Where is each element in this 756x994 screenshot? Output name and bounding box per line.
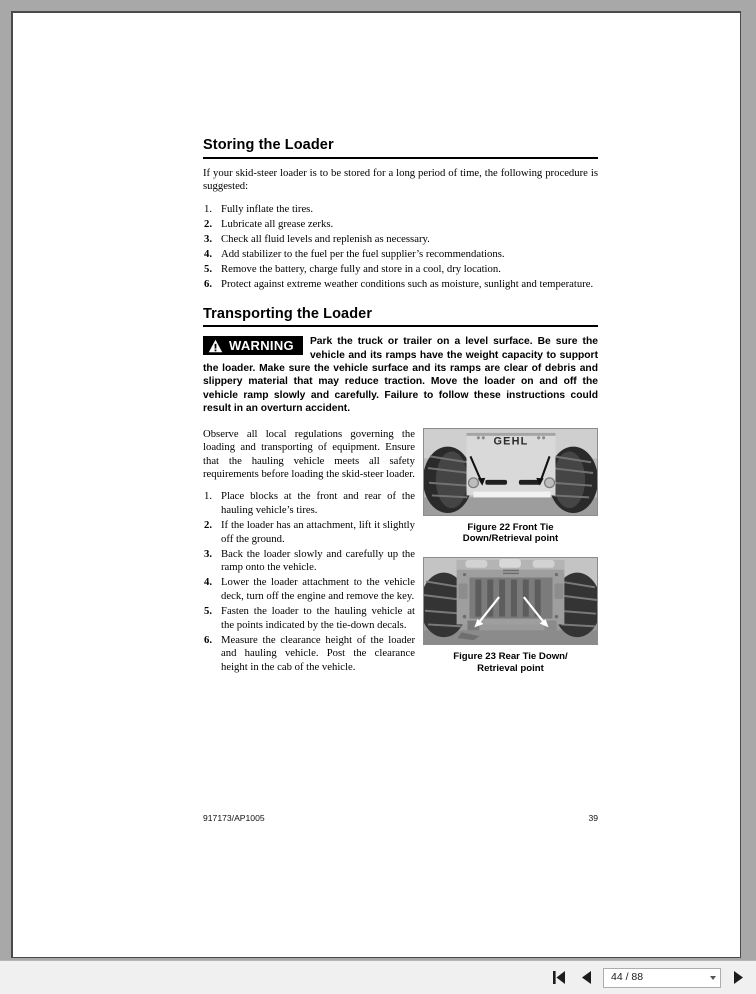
figure-22-caption-line2: Down/Retrieval point — [462, 533, 559, 545]
first-page-icon — [551, 970, 567, 985]
warning-label: WARNING — [229, 338, 294, 354]
list-item — [203, 634, 415, 675]
figure-23-image — [423, 557, 598, 645]
list-item — [203, 490, 415, 517]
previous-page-icon — [580, 970, 593, 985]
list-text: Fully inflate the tires. — [221, 202, 314, 215]
list-number: 6. — [204, 633, 213, 646]
list-item — [203, 605, 415, 632]
left-column — [203, 428, 415, 677]
list-number: 3. — [204, 232, 213, 245]
transporting-steps-list — [203, 490, 415, 674]
page-footer — [203, 813, 598, 823]
chevron-down-icon[interactable] — [710, 976, 716, 980]
list-text: Remove the battery, charge fully and store in a cool, dry location. — [221, 262, 501, 275]
list-item — [203, 203, 598, 217]
list-item — [203, 263, 598, 277]
document-number: 917173/AP1005 — [203, 813, 265, 823]
list-number: 4. — [204, 576, 213, 589]
page-content — [203, 137, 598, 686]
list-number: 1. — [204, 202, 213, 215]
figure-23-caption — [423, 651, 598, 674]
list-number: 5. — [204, 262, 213, 275]
list-item — [203, 519, 415, 546]
next-page-icon — [732, 970, 745, 985]
previous-page-button[interactable] — [576, 967, 596, 989]
transporting-intro-paragraph: Observe all local regulations governing the loading and transporting of equipment. Ensure that the hauling vehicle meets all safety requirements before loading the skid-steer loader. — [203, 427, 415, 480]
list-text: Add stabilizer to the fuel per the fuel supplier’s recommendations. — [221, 247, 505, 260]
list-item — [203, 248, 598, 262]
list-number: 3. — [204, 547, 213, 560]
two-column-region — [203, 428, 598, 687]
pdf-toolbar — [0, 960, 756, 994]
list-item — [203, 218, 598, 232]
list-number: 2. — [204, 519, 213, 532]
list-number: 5. — [204, 605, 213, 618]
list-item — [203, 278, 598, 292]
heading-rule — [203, 157, 598, 159]
next-page-button[interactable] — [728, 967, 748, 989]
pdf-page — [11, 11, 741, 958]
right-column — [423, 428, 598, 687]
list-text: Lubricate all grease zerks. — [221, 217, 334, 230]
list-text: If the loader has an attachment, lift it slightly off the ground. — [221, 519, 415, 545]
list-item — [203, 576, 415, 603]
list-text: Fasten the loader to the hauling vehicle at the points indicated by the tie-down decals. — [221, 605, 415, 631]
storing-steps-list — [203, 203, 598, 292]
figure-22-caption — [423, 522, 598, 545]
list-text: Measure the clearance height of the loader and hauling vehicle. Post the clearance height in the cab of the vehicle. — [221, 633, 415, 673]
storing-intro-paragraph: If your skid-steer loader is to be stored for a long period of time, the following procedure is suggested: — [203, 166, 598, 193]
list-text: Check all fluid levels and replenish as necessary. — [221, 232, 430, 245]
page-number: 39 — [588, 813, 598, 823]
figure-22-image — [423, 428, 598, 516]
list-number: 1. — [204, 490, 213, 503]
heading-transporting-the-loader: Transporting the Loader — [203, 305, 373, 322]
list-item — [203, 548, 415, 575]
page-number-input[interactable] — [603, 968, 721, 988]
list-text: Lower the loader attachment to the vehicle deck, turn off the engine and remove the key. — [221, 576, 415, 603]
list-number: 2. — [204, 217, 213, 230]
heading-storing-the-loader: Storing the Loader — [203, 137, 334, 153]
figure-22-caption-line1: Figure 22 Front Tie — [467, 521, 554, 533]
first-page-button[interactable] — [549, 967, 569, 989]
warning-text: Park the truck or trailer on a level surface. Be sure the vehicle and its ramps have the weight capacity to support the loader. Make sure the vehicle surface and its ramps are clear of debris and slippery material that may reduce traction. Move the loader on and off the vehicle ramp slowly and carefully. Failure to follow these instructions could result in an overturn accident. — [203, 336, 598, 415]
list-number: 4. — [204, 247, 213, 260]
figure-22 — [423, 428, 598, 545]
warning-triangle-icon — [208, 339, 223, 353]
warning-block — [203, 335, 598, 415]
list-item — [203, 233, 598, 247]
svg-text:GEHL: GEHL — [493, 435, 529, 448]
figure-23-caption-line2: Retrieval point — [477, 662, 544, 674]
list-text: Protect against extreme weather conditions such as moisture, sunlight and temperature. — [221, 278, 594, 291]
warning-badge — [203, 336, 303, 355]
list-number: 6. — [204, 278, 213, 291]
list-text: Back the loader slowly and carefully up the ramp onto the vehicle. — [221, 547, 415, 574]
heading-rule — [203, 325, 598, 327]
figure-23-caption-line1: Figure 23 Rear Tie Down/ — [453, 650, 568, 662]
figure-23 — [423, 557, 598, 674]
page-number-value: 44 / 88 — [611, 971, 644, 984]
list-text: Place blocks at the front and rear of the hauling vehicle’s tires. — [221, 490, 415, 517]
